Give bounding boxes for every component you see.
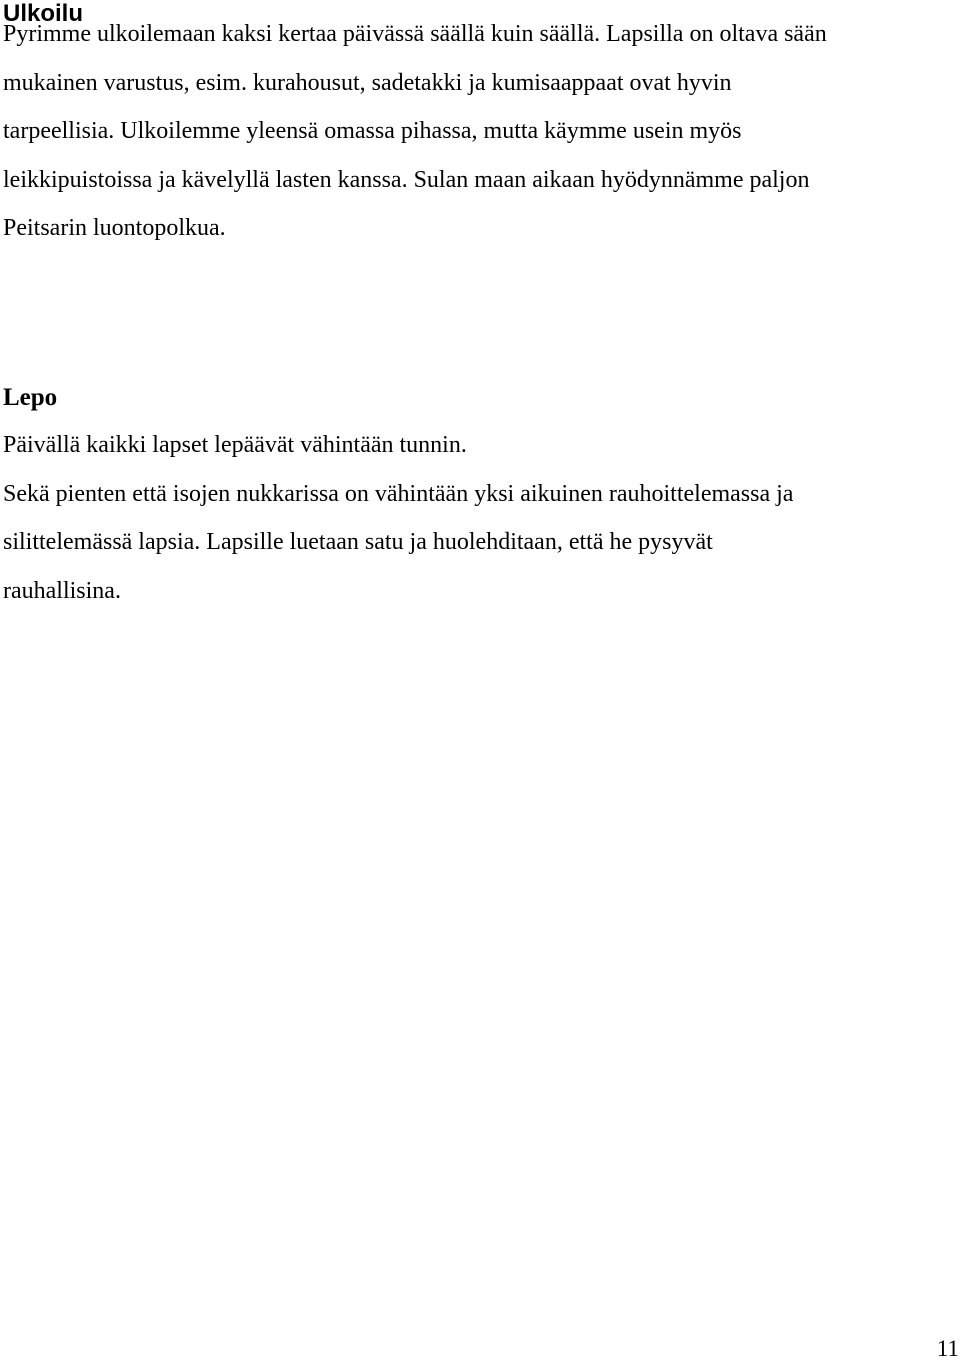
section-heading-outdoor: Ulkoilu: [3, 0, 84, 27]
outdoor-paragraph: [3, 10, 958, 253]
paragraph-line: Peitsarin luontopolkua.: [3, 215, 226, 241]
paragraph-line: tarpeellisia. Ulkoilemme yleensä omassa pihassa, mutta käymme usein myös: [3, 118, 742, 144]
paragraph-line: Päivällä kaikki lapset lepäävät vähintään tunnin.: [3, 432, 467, 458]
paragraph-line: Pyrimme ulkoilemaan kaksi kertaa päivässä säällä kuin säällä. Lapsilla on oltava sään: [3, 21, 827, 47]
page-number: 11: [936, 1336, 959, 1361]
paragraph-line: Sekä pienten että isojen nukkarissa on vähintään yksi aikuinen rauhoittelemassa ja: [3, 480, 794, 507]
section-heading-rest: Lepo: [3, 384, 58, 411]
paragraph-line: leikkipuistoissa ja kävelyllä lasten kanssa. Sulan maan aikaan hyödynnämme paljon: [3, 166, 810, 193]
paragraph-line: silittelemässä lapsia. Lapsille luetaan satu ja huolehditaan, että he pysyvät: [3, 529, 713, 555]
paragraph-line: mukainen varustus, esim. kurahousut, sadetakki ja kumisaappaat ovat hyvin: [3, 69, 732, 96]
paragraph-line: rauhallisina.: [3, 577, 121, 604]
rest-paragraph: [3, 421, 958, 615]
